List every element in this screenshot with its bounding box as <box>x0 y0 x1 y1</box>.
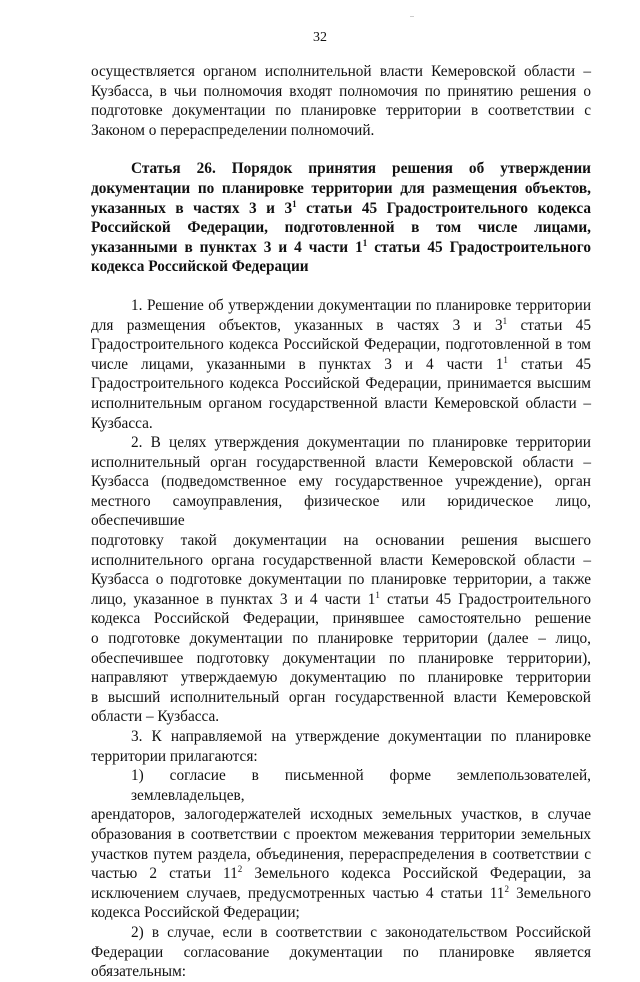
heading-line: кодекса Российской Федерации <box>91 258 309 276</box>
intro-paragraph <box>91 62 591 140</box>
p2-line: обеспечившее подготовку документации по планировке территории), <box>91 649 591 667</box>
heading-line: указанными в пунктах 3 и 4 части $1^1$ статьи 45 Градостроительного <box>91 237 592 256</box>
p2-line: области – Кузбасса. <box>91 708 220 726</box>
paragraph-3 <box>91 727 591 766</box>
item1-line: участков путем раздела, объединения, перераспределения в соответствии с <box>91 845 591 863</box>
article-heading <box>91 159 591 277</box>
item2-line: обязательным: <box>91 963 187 981</box>
p2-line: в высший исполнительный орган государственной власти Кемеровской <box>91 688 591 706</box>
intro-line: Кузбасса, в чьи полномочия входят полномочия по принятию решения о <box>91 82 591 100</box>
p2-line: местного самоуправления, физическое или юридическое лицо, обеспечившие <box>91 492 591 530</box>
heading-line: документации по планировке территории для размещения объектов, <box>91 179 591 197</box>
list-item-2 <box>91 923 591 982</box>
paragraph-1 <box>91 296 591 433</box>
item2-line: 2) в случае, если в соответствии с законодательством Российской <box>131 923 591 941</box>
p3-line: территории прилагаются: <box>91 747 258 765</box>
intro-line: осуществляется органом исполнительной власти Кемеровской области – <box>91 63 591 80</box>
p2-line: 2. В целях утверждения документации по планировке территории <box>131 434 591 452</box>
document-body <box>91 62 591 982</box>
p1-line: Градостроительного кодекса Российской Федерации, принимается высшим <box>91 375 591 393</box>
p2-line: Кузбасса о подготовке документации по планировке территории, а также <box>91 571 591 589</box>
p1-line: 1. Решение об утверждении документации по планировке территории <box>131 296 591 314</box>
p2-line: лицо, указанное в пунктах 3 и 4 части $1^1$ статьи 45 Градостроительного <box>91 589 591 608</box>
page-number: 32 <box>313 30 327 45</box>
p3-line: 3. К направляемой на утверждение документации по планировке <box>131 728 591 745</box>
p1-line: Кузбасса. <box>91 414 153 432</box>
p1-line: для размещения объектов, указанных в частях 3 и $3^1$ статьи 45 <box>91 315 591 334</box>
heading-line: указанных в частях 3 и $3^1$ статьи 45 Градостроительного кодекса <box>91 198 591 217</box>
p2-line: Кузбасса (подведомственное ему государственное учреждение), орган <box>91 473 591 491</box>
intro-line: подготовке документации по планировке территории в соответствии с <box>91 102 591 120</box>
p2-line: подготовку такой документации на основании решения высшего <box>91 532 591 550</box>
item1-line: арендаторов, залогодержателей исходных земельных участков, в случае <box>91 806 591 824</box>
p2-line: кодекса Российской Федерации, принявшее самостоятельно решение <box>91 610 591 628</box>
p1-line: Градостроительного кодекса Российской Федерации, подготовленной в том <box>91 336 591 354</box>
item1-line: 1) согласие в письменной форме землепользователей, землевладельцев, <box>131 767 591 804</box>
paragraph-2 <box>91 433 591 727</box>
list-item-1 <box>91 766 591 923</box>
p2-line: направляют утверждаемую документацию по планировке территории <box>91 669 591 687</box>
item2-line: Федерации согласование документации по планировке является <box>91 943 591 961</box>
item1-line: частью 2 статьи $11^2$ Земельного кодекса Российской Федерации, за <box>91 864 591 883</box>
heading-line: Статья 26. Порядок принятия решения об утверждении <box>131 160 591 178</box>
p2-line: о подготовке документации по планировке территории (далее – лицо, <box>91 630 591 648</box>
p1-line: исполнительным органом государственной власти Кемеровской области – <box>91 394 591 412</box>
heading-line: Российской Федерации, подготовленной в том числе лицами, <box>91 219 591 237</box>
p2-line: исполнительного органа государственной власти Кемеровской области – <box>91 551 591 569</box>
item1-line: кодекса Российской Федерации; <box>91 904 300 922</box>
intro-line: Законом о перераспределении полномочий. <box>91 121 375 139</box>
p2-line: исполнительный орган государственной власти Кемеровской области – <box>91 453 591 471</box>
p1-line: числе лицами, указанными в пунктах 3 и 4 части $1^1$ статьи 45 <box>91 354 591 373</box>
item1-line: образования в соответствии с проектом межевания территории земельных <box>91 825 591 843</box>
item1-line: исключением случаев, предусмотренных частью 4 статьи $11^2$ Земельного <box>91 883 591 902</box>
scan-artifact <box>410 16 414 17</box>
